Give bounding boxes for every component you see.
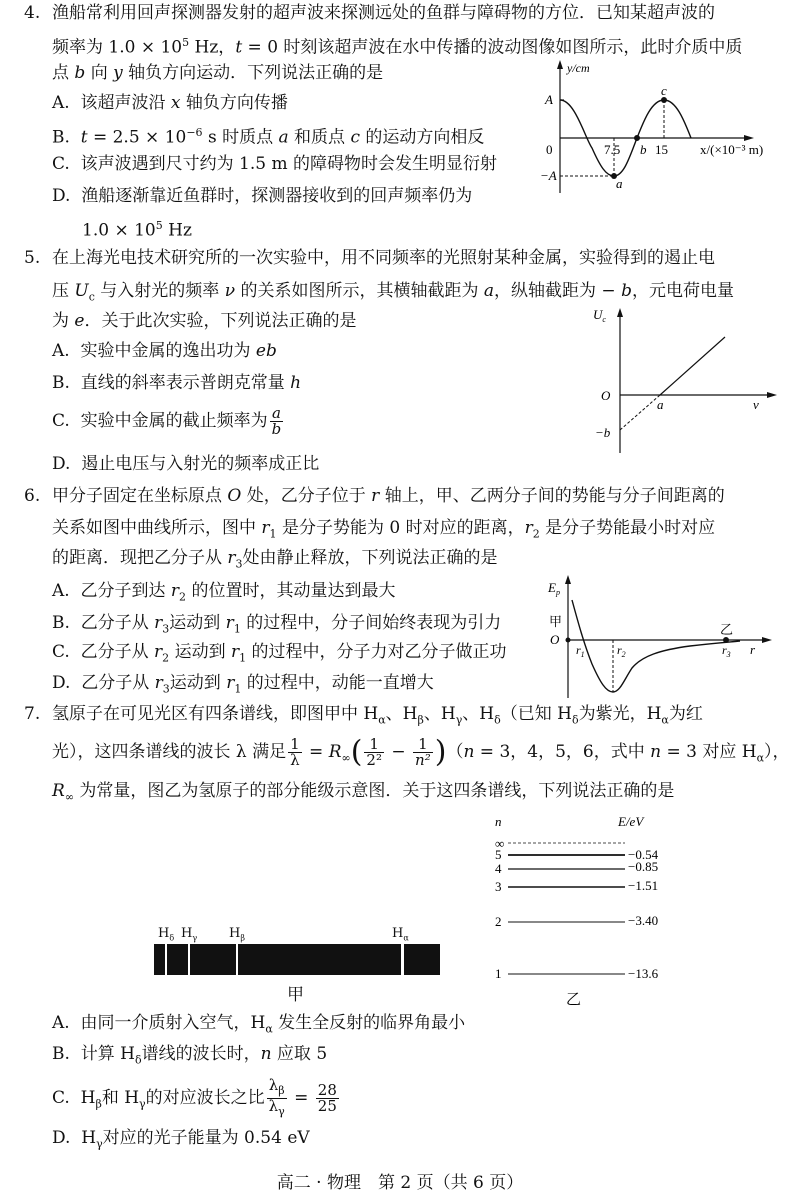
graph-line bbox=[660, 337, 725, 395]
wave-graph bbox=[540, 58, 800, 198]
option-c: C. 乙分子从 $r_2$ 运动到 $r_1$ 的过程中，分子力对乙分子做正功 bbox=[52, 642, 507, 665]
option-b: B. 直线的斜率表示普朗克常量 h bbox=[52, 373, 302, 393]
spectral-line-alpha bbox=[401, 944, 404, 975]
levels-caption: 乙 bbox=[566, 992, 582, 1008]
question-text: 关系如图中曲线所示，图中 $r_1$ 是分子势能为 0 时对应的距离，$r_2$ 是分子势能最小时对应 bbox=[52, 518, 716, 541]
option-c: C. $H_\beta$和 $H_\gamma$的对应波长之比 $\frac{\lambda_\beta}{\lambda_\gamma}$ = $\frac{28}{25}$ bbox=[52, 1076, 337, 1118]
spectrum-label-alpha: $H_\alpha$ bbox=[392, 926, 409, 943]
n-header: n bbox=[495, 814, 502, 829]
option-a: A. 由同一介质射入空气，$H_\alpha$ 发生全反射的临界角最小 bbox=[52, 1013, 466, 1036]
level-n: 1 bbox=[495, 966, 502, 981]
x-axis-arrow bbox=[767, 392, 777, 398]
level-n: 2 bbox=[495, 914, 502, 929]
option-a: A. 乙分子到达 $r_2$ 的位置时，其动量达到最大 bbox=[52, 581, 396, 604]
option-a: A. 该超声波沿 x 轴负方向传播 bbox=[52, 93, 288, 113]
level-energy: −0.54 bbox=[628, 847, 659, 862]
y-axis-arrow bbox=[557, 60, 563, 69]
level-energy: −3.40 bbox=[628, 913, 659, 928]
r1-label: $r_1$ bbox=[576, 643, 585, 659]
option-d-continuation: $1.0 \times 10^5$ Hz bbox=[82, 219, 192, 241]
level-n: 3 bbox=[495, 879, 502, 894]
option-c: C. 实验中金属的截止频率为 $\frac{a}{b}$ bbox=[52, 404, 282, 438]
potential-curve bbox=[572, 600, 740, 692]
option-d: D. $H_\gamma$对应的光子能量为 0.54 eV bbox=[52, 1128, 310, 1151]
fraction: $\frac{\lambda_\beta}{\lambda_\gamma}$ bbox=[268, 1076, 285, 1118]
potential-energy-graph bbox=[540, 572, 800, 700]
y-axis-arrow bbox=[565, 575, 571, 584]
y-axis-arrow bbox=[617, 308, 623, 317]
x-axis-arrow bbox=[762, 637, 772, 643]
option-d: D. 渔船逐渐靠近鱼群时，探测器接收到的回声频率仍为 bbox=[52, 186, 473, 206]
fraction: $\frac{28}{25}$ bbox=[317, 1081, 337, 1115]
question-text: 在上海光电技术研究所的一次实验中，用不同频率的光照射某种金属，实验得到的遏止电 bbox=[52, 248, 715, 268]
spectral-line-gamma bbox=[188, 944, 190, 975]
question-text: 压 $U_c$ 与入射光的频率 ν 的关系如图所示，其横轴截距为 a，纵轴截距为 − b，元电荷电量 bbox=[52, 281, 734, 304]
level-n: 5 bbox=[495, 847, 502, 862]
fraction: $\frac{1}{\text{n²}}$ bbox=[415, 735, 431, 769]
formula-line: 光），这四条谱线的波长 λ 满足 $\frac{1}{\lambda}$ = $R_\infty$( $\frac{1}{\text{2²}}$ − $\frac{1}{\text{n²}}$ )（n = 3，4，5，6，式中 n = 3 对应 $H_\alpha$）， bbox=[52, 734, 790, 770]
option-c: C. 该声波遇到尺寸约为 1.5 m 的障碍物时会发生明显衍射 bbox=[52, 154, 497, 174]
level-energy: −1.51 bbox=[628, 878, 659, 893]
origin-label: O bbox=[550, 632, 560, 647]
spectrum-label-gamma: $H_\gamma$ bbox=[181, 926, 198, 943]
x-axis-label: ν bbox=[753, 397, 759, 412]
option-b: B. 乙分子从 $r_3$运动到 $r_1$ 的过程中，分子间始终表现为引力 bbox=[52, 613, 502, 636]
spectrum-bar bbox=[154, 944, 440, 975]
question-text: 的距离．现把乙分子从 $r_3$处由静止释放，下列说法正确的是 bbox=[52, 548, 498, 571]
y-axis-label: $E_p$ bbox=[548, 580, 560, 597]
yi-label: 乙 bbox=[720, 622, 734, 637]
energy-level-diagram bbox=[490, 812, 670, 1012]
x-intercept-label: a bbox=[657, 397, 664, 412]
jia-label: 甲 bbox=[549, 614, 563, 629]
x-axis-label: r bbox=[750, 642, 756, 657]
amplitude-label: A bbox=[545, 92, 553, 107]
spectral-line-delta bbox=[165, 944, 167, 975]
question-text: 渔船常利用回声探测器发射的超声波来探测远处的鱼群与障碍物的方位．已知某超声波的 bbox=[52, 3, 715, 23]
y-axis-label: $U_c$ bbox=[593, 307, 606, 324]
energy-header: E/eV bbox=[618, 814, 644, 829]
question-text: $R_\infty$ 为常量，图乙为氢原子的部分能级示意图．关于这四条谱线，下列说法正确的是 bbox=[52, 781, 675, 804]
question-number: 5. bbox=[24, 248, 41, 268]
fraction: $\frac{a}{b}$ bbox=[271, 404, 282, 438]
r3-label: $r_3$ bbox=[722, 643, 731, 659]
question-text: 为 e．关于此次实验，下列说法正确的是 bbox=[52, 311, 357, 331]
x-axis-label: x/(×10⁻³ m) bbox=[700, 142, 764, 157]
point-b-label: b bbox=[640, 142, 647, 157]
fraction: $\frac{1}{\lambda}$ bbox=[290, 735, 300, 769]
page-footer: 高二 · 物理 第 2 页（共 6 页） bbox=[276, 1173, 524, 1193]
option-b: B. 计算 $H_\delta$谱线的波长时，n 应取 5 bbox=[52, 1044, 328, 1067]
level-n: ∞ bbox=[495, 836, 505, 851]
tick-label: 15 bbox=[655, 142, 668, 157]
level-n: 4 bbox=[495, 861, 502, 876]
point-a-label: a bbox=[616, 176, 623, 191]
tick-label: 7.5 bbox=[604, 142, 621, 157]
y-intercept-label: −b bbox=[595, 425, 611, 440]
x-axis-arrow bbox=[744, 135, 754, 141]
point-b bbox=[634, 135, 640, 141]
option-d: D. 遏止电压与入射光的频率成正比 bbox=[52, 454, 320, 474]
dashed-extension bbox=[620, 395, 660, 430]
y-axis-label: y/cm bbox=[567, 61, 590, 75]
option-d: D. 乙分子从 $r_3$运动到 $r_1$ 的过程中，动能一直增大 bbox=[52, 673, 434, 696]
molecule-jia bbox=[566, 638, 571, 643]
option-b: B. $t = 2.5 \times 10^{-6}$ s 时质点 a 和质点 c 的运动方向相反 bbox=[52, 126, 485, 148]
level-energy: −13.6 bbox=[628, 966, 659, 981]
question-text: 甲分子固定在坐标原点 O 处，乙分子位于 r 轴上，甲、乙两分子间的势能与分子间距离的 bbox=[52, 486, 725, 506]
photoelectric-graph bbox=[585, 305, 800, 455]
spectrum-label-beta: $H_\beta$ bbox=[229, 926, 245, 943]
r2-label: $r_2$ bbox=[617, 643, 626, 659]
origin-label: O bbox=[601, 388, 611, 403]
question-number: 4. bbox=[24, 3, 41, 23]
question-text: 点 b 向 y 轴负方向运动．下列说法正确的是 bbox=[52, 63, 384, 83]
spectrum-caption: 甲 bbox=[287, 985, 304, 1005]
level-energy: −0.85 bbox=[628, 859, 659, 874]
fraction: $\frac{1}{\text{2²}}$ bbox=[366, 735, 382, 769]
question-number: 7. bbox=[24, 704, 41, 724]
origin-label: 0 bbox=[546, 142, 553, 157]
neg-amplitude-label: −A bbox=[540, 168, 557, 183]
question-number: 6. bbox=[24, 486, 41, 506]
option-a: A. 实验中金属的逸出功为 eb bbox=[52, 341, 277, 361]
spectral-line-beta bbox=[236, 944, 238, 975]
point-c-label: c bbox=[661, 83, 667, 98]
question-text: 氢原子在可见光区有四条谱线，即图甲中 $H_\alpha$、$H_\beta$、$H_\gamma$、$H_\delta$（已知 $H_\delta$为紫光，$H_\alpha$为红 bbox=[52, 704, 703, 727]
question-text: 频率为 $1.0 \times 10^5$ Hz，t = 0 时刻该超声波在水中传播的波动图像如图所示，此时介质中质 bbox=[52, 36, 743, 58]
spectrum-label-delta: $H_\delta$ bbox=[158, 926, 175, 943]
